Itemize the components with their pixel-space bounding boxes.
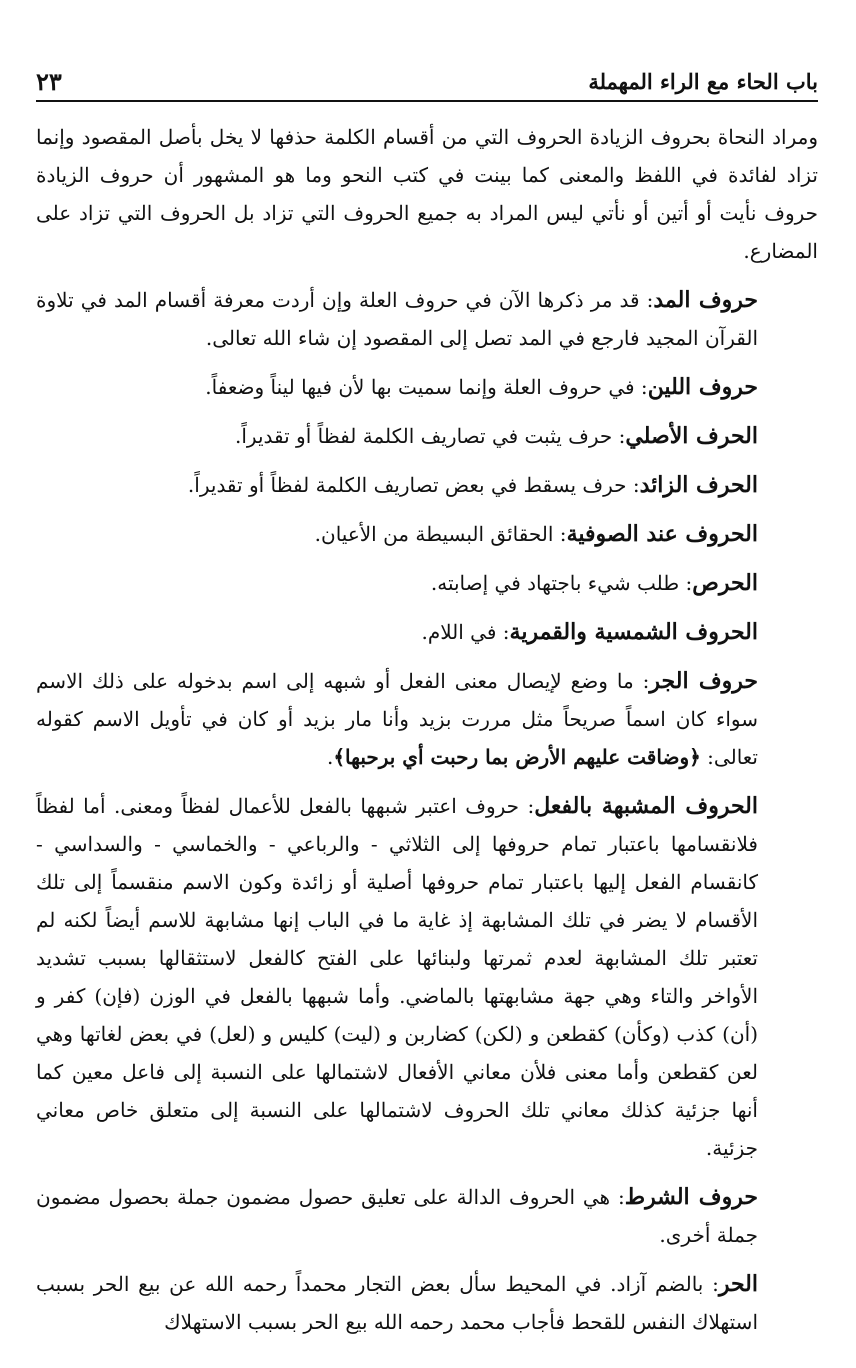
definition-entry	[36, 515, 818, 553]
running-header	[36, 58, 818, 102]
entry-term: الحرص	[692, 570, 758, 596]
definition-entry	[36, 787, 818, 1167]
entry-text: حرف يثبت في تصاريف الكلمة لفظاً أو تقديراً.	[235, 424, 613, 448]
definition-entry	[36, 417, 818, 455]
entry-text: في اللام.	[421, 620, 497, 644]
chapter-title: باب الحاء مع الراء المهملة	[588, 69, 818, 94]
entry-tail: .	[326, 745, 334, 769]
term-separator: :	[639, 288, 654, 312]
entry-text: حروف اعتبر شبهها بالفعل للأعمال لفظاً ومعنى. أما لفظاً فلانقسامها باعتبار تمام حروفها إلى الثلاثي - والرباعي - والخماسي - والسداسي - كانقسام الفعل إليها باعتبار تمام حروفها أصلية أو زائدة وكون الاسم منقسماً إلى تلك الأقسام لا يضر في تلك المشابهة إذ غاية ما في الباب إنها مشابهة للاسم أيضاً لكنه لم تعتبر تلك المشابهة لعدم ثمرتها ولبنائها على الفتح كالفعل لاستثقالها بسبب تشديد الأواخر والتاء وهي جهة مشابهتها بالماضي. وأما شبهها بالفعل في الوزن (فإن) كفر و (أن) كذب (وكأن) كقطعن و (لكن) كضاربن و (ليت) كليس و (لعل) في بعض لغاتها وهي لعن كقطعن وأما معنى فلأن معاني الأفعال لاشتمالها على النسبة إلى فاعل معين كما أنها جزئية كذلك معاني تلك الحروف لاشتمالها على النسبة إلى متعلق خاص معاني جزئية.	[36, 794, 758, 1160]
term-separator: :	[610, 1185, 625, 1209]
entry-term: حروف الشرط	[624, 1184, 758, 1210]
definition-entry	[36, 1178, 818, 1254]
definition-entry	[36, 466, 818, 504]
entry-term: حروف المد	[653, 287, 758, 313]
intro-paragraph	[36, 118, 818, 270]
entry-text: بالضم آزاد. في المحيط سأل بعض التجار محمداً رحمه الله عن بيع الحر بسبب استهلاك النفس للقحط فأجاب محمد رحمه الله بيع الحر بسبب الاستهلاك	[36, 1272, 758, 1334]
entry-text: طلب شيء باجتهاد في إصابته.	[430, 571, 680, 595]
term-separator: :	[703, 1272, 719, 1296]
term-separator: :	[634, 375, 648, 399]
entry-term: الحروف الشمسية والقمرية	[509, 619, 758, 645]
entry-term: الحر	[718, 1271, 758, 1297]
term-separator: :	[496, 620, 510, 644]
entry-term: الحرف الأصلي	[625, 423, 758, 449]
entry-text: قد مر ذكرها الآن في حروف العلة وإن أردت معرفة أقسام المد في تلاوة القرآن المجيد فارجع في المد تصل إلى المقصود إن شاء الله تعالى.	[36, 288, 758, 350]
entry-term: الحرف الزائد	[639, 472, 758, 498]
definition-entry	[36, 281, 818, 357]
entry-term: الحروف المشبهة بالفعل	[534, 793, 758, 819]
term-separator: :	[553, 522, 567, 546]
term-separator: :	[679, 571, 693, 595]
term-separator: :	[612, 424, 626, 448]
definition-entry	[36, 613, 818, 651]
definition-entry	[36, 662, 818, 776]
entry-term: حروف اللين	[647, 374, 758, 400]
entry-term: الحروف عند الصوفية	[566, 521, 758, 547]
term-separator: :	[519, 794, 535, 818]
entry-text: هي الحروف الدالة على تعليق حصول مضمون جملة بحصول مضمون جملة أخرى.	[36, 1185, 758, 1247]
term-separator: :	[633, 669, 650, 693]
entry-text: حرف يسقط في بعض تصاريف الكلمة لفظاً أو تقديراً.	[187, 473, 627, 497]
definition-entry	[36, 368, 818, 406]
definition-entry	[36, 564, 818, 602]
term-separator: :	[626, 473, 640, 497]
quran-quote: ﴿وضاقت عليهم الأرض بما رحبت أي برحبها﴾	[333, 745, 701, 769]
entry-text: ومراد النحاة بحروف الزيادة الحروف التي من أقسام الكلمة حذفها لا يخل بأصل المقصود وإنما تزاد لفائدة في اللفظ والمعنى كما بينت في كتب النحو وما هو المشهور أن حروف الزيادة حروف نأيت أو أتين أو نأتي ليس المراد به جميع الحروف التي تزاد بل الحروف التي تزاد على المضارع.	[36, 125, 819, 263]
body-text	[36, 118, 818, 1352]
page-number: ٢٣	[36, 67, 62, 96]
entry-text: ما وضع لإيصال معنى الفعل أو شبهه إلى اسم بدخوله على ذلك الاسم سواء كان اسماً صريحاً مثل مررت بزيد وأنا مار بزيد أو كان في تأويل الاسم كقوله تعالى:	[36, 669, 758, 769]
entry-term: حروف الجر	[649, 668, 758, 694]
entry-text: في حروف العلة وإنما سميت بها لأن فيها ليناً وضعفاً.	[205, 375, 635, 399]
definition-entry	[36, 1265, 818, 1341]
entry-text: الحقائق البسيطة من الأعيان.	[314, 522, 554, 546]
